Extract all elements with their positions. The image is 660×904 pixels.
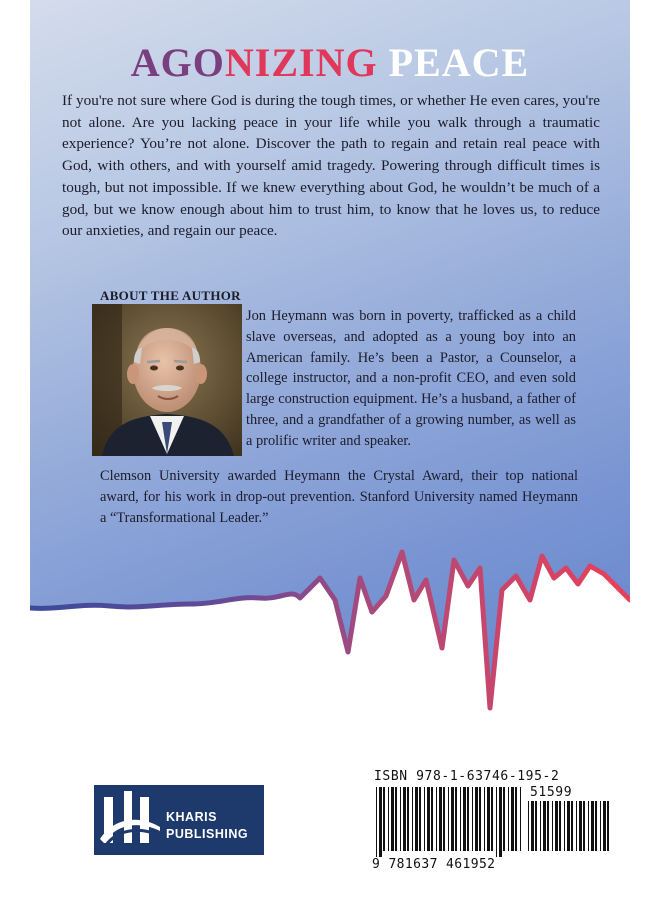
barcode-bar bbox=[415, 787, 418, 851]
barcode-bar bbox=[540, 801, 541, 851]
barcode-bar bbox=[403, 787, 406, 851]
barcode-bar bbox=[455, 787, 457, 851]
price-addon-barcode-bars bbox=[528, 801, 614, 857]
barcode-bar bbox=[463, 787, 466, 851]
barcode-bar bbox=[535, 801, 537, 851]
author-bio-paragraph-2: Clemson University awarded Heymann the Crystal Award, their top national award, for his work in drop-out prevention. Stanford University named Heymann a “Transformational Leader.” bbox=[100, 468, 578, 526]
barcode-bar bbox=[395, 787, 397, 851]
barcode-bar bbox=[439, 787, 442, 851]
about-author-heading: ABOUT THE AUTHOR bbox=[100, 288, 241, 303]
barcode-bar bbox=[412, 787, 413, 851]
barcode-bar bbox=[547, 801, 549, 851]
barcode-bar bbox=[579, 801, 582, 851]
barcode-bar bbox=[515, 787, 517, 851]
title-part-3: PEACE bbox=[377, 40, 530, 85]
barcode-bar bbox=[520, 787, 521, 851]
barcode-bar bbox=[531, 801, 534, 851]
barcode-bar bbox=[567, 801, 570, 851]
barcode-bar bbox=[391, 787, 394, 851]
barcode-bar bbox=[576, 801, 577, 851]
barcode-bar bbox=[600, 801, 601, 851]
barcode-bar bbox=[583, 801, 585, 851]
barcode-bar bbox=[479, 787, 481, 851]
publisher-name-line-2: PUBLISHING bbox=[166, 827, 249, 841]
barcode-bar bbox=[484, 787, 485, 851]
barcode-bar bbox=[595, 801, 597, 851]
barcode-bar bbox=[472, 787, 473, 851]
barcode-bar bbox=[555, 801, 558, 851]
title-part-2: NIZING bbox=[224, 40, 378, 85]
publisher-name-line-1: KHARIS bbox=[166, 810, 217, 824]
barcode-bar bbox=[388, 787, 389, 851]
barcode-bar bbox=[511, 787, 514, 851]
barcode-bar bbox=[607, 801, 609, 851]
barcode-bar bbox=[603, 801, 606, 851]
barcode-bar bbox=[379, 787, 382, 857]
book-title bbox=[30, 40, 630, 86]
barcode-bar bbox=[467, 787, 469, 851]
barcode-bar bbox=[436, 787, 437, 851]
barcode-bar bbox=[528, 801, 529, 851]
barcode-bar bbox=[448, 787, 449, 851]
barcode-bar bbox=[427, 787, 430, 851]
barcode-bar bbox=[443, 787, 445, 851]
barcode-bar bbox=[400, 787, 401, 851]
book-description: If you're not sure where God is during the tough times, or whether He even cares, you're not alone. Are you lacking peace in your life while you walk through a traumatic experience? You’re not alone. Discover the path to regain and retain real peace with God, with others, and with yourself amid tragedy. Powering through difficult times is tough, but not impossible. If we knew everything about God, he wouldn’t be much of a god, but we know enough about him to trust him, to know that he loves us, to reduce our anxieties, and regain our peace. bbox=[62, 92, 600, 240]
publisher-emblem-icon bbox=[96, 785, 166, 855]
barcode-bar bbox=[451, 787, 454, 851]
barcode-bar bbox=[383, 787, 385, 851]
barcode-bar bbox=[431, 787, 433, 851]
barcode-bar bbox=[591, 801, 594, 851]
barcode-bar bbox=[552, 801, 553, 851]
barcode-bar bbox=[559, 801, 561, 851]
barcode-bar bbox=[424, 787, 425, 851]
author-photo bbox=[92, 304, 242, 456]
title-part-1: AGO bbox=[130, 40, 225, 85]
barcode-bar bbox=[496, 787, 497, 857]
publisher-name bbox=[166, 809, 248, 843]
isbn-text: ISBN 978-1-63746-195-2 bbox=[374, 769, 560, 784]
barcode-bar bbox=[571, 801, 573, 851]
barcode-bar bbox=[419, 787, 421, 851]
ean-digits: 9 781637 461952 bbox=[372, 857, 496, 872]
barcode-bar bbox=[499, 787, 502, 857]
barcode-bar bbox=[503, 787, 505, 851]
barcode-bar bbox=[543, 801, 546, 851]
barcode-bar bbox=[407, 787, 409, 851]
back-cover bbox=[30, 0, 630, 904]
price-code-text: 51599 bbox=[530, 785, 573, 800]
barcode-bar bbox=[376, 787, 377, 857]
barcode-bar bbox=[508, 787, 509, 851]
barcode-bar bbox=[564, 801, 565, 851]
barcode-bar bbox=[491, 787, 493, 851]
barcode-bar bbox=[588, 801, 589, 851]
isbn-barcode bbox=[370, 769, 624, 877]
publisher-logo bbox=[94, 785, 264, 855]
author-bio-paragraph-1: Jon Heymann was born in poverty, trafficked as a child slave overseas, and adopted as a young boy into an American family. He’s been a Pastor, a Counselor, a college instructor, and a non-profit CEO, and even sold large construction equipment. He’s a husband, a father of three, and a grandfather of a growing number, as well as a prolific writer and speaker. bbox=[246, 308, 576, 449]
ean-barcode-bars bbox=[376, 787, 524, 857]
barcode-bar bbox=[475, 787, 478, 851]
barcode-bar bbox=[487, 787, 490, 851]
barcode-bar bbox=[460, 787, 461, 851]
